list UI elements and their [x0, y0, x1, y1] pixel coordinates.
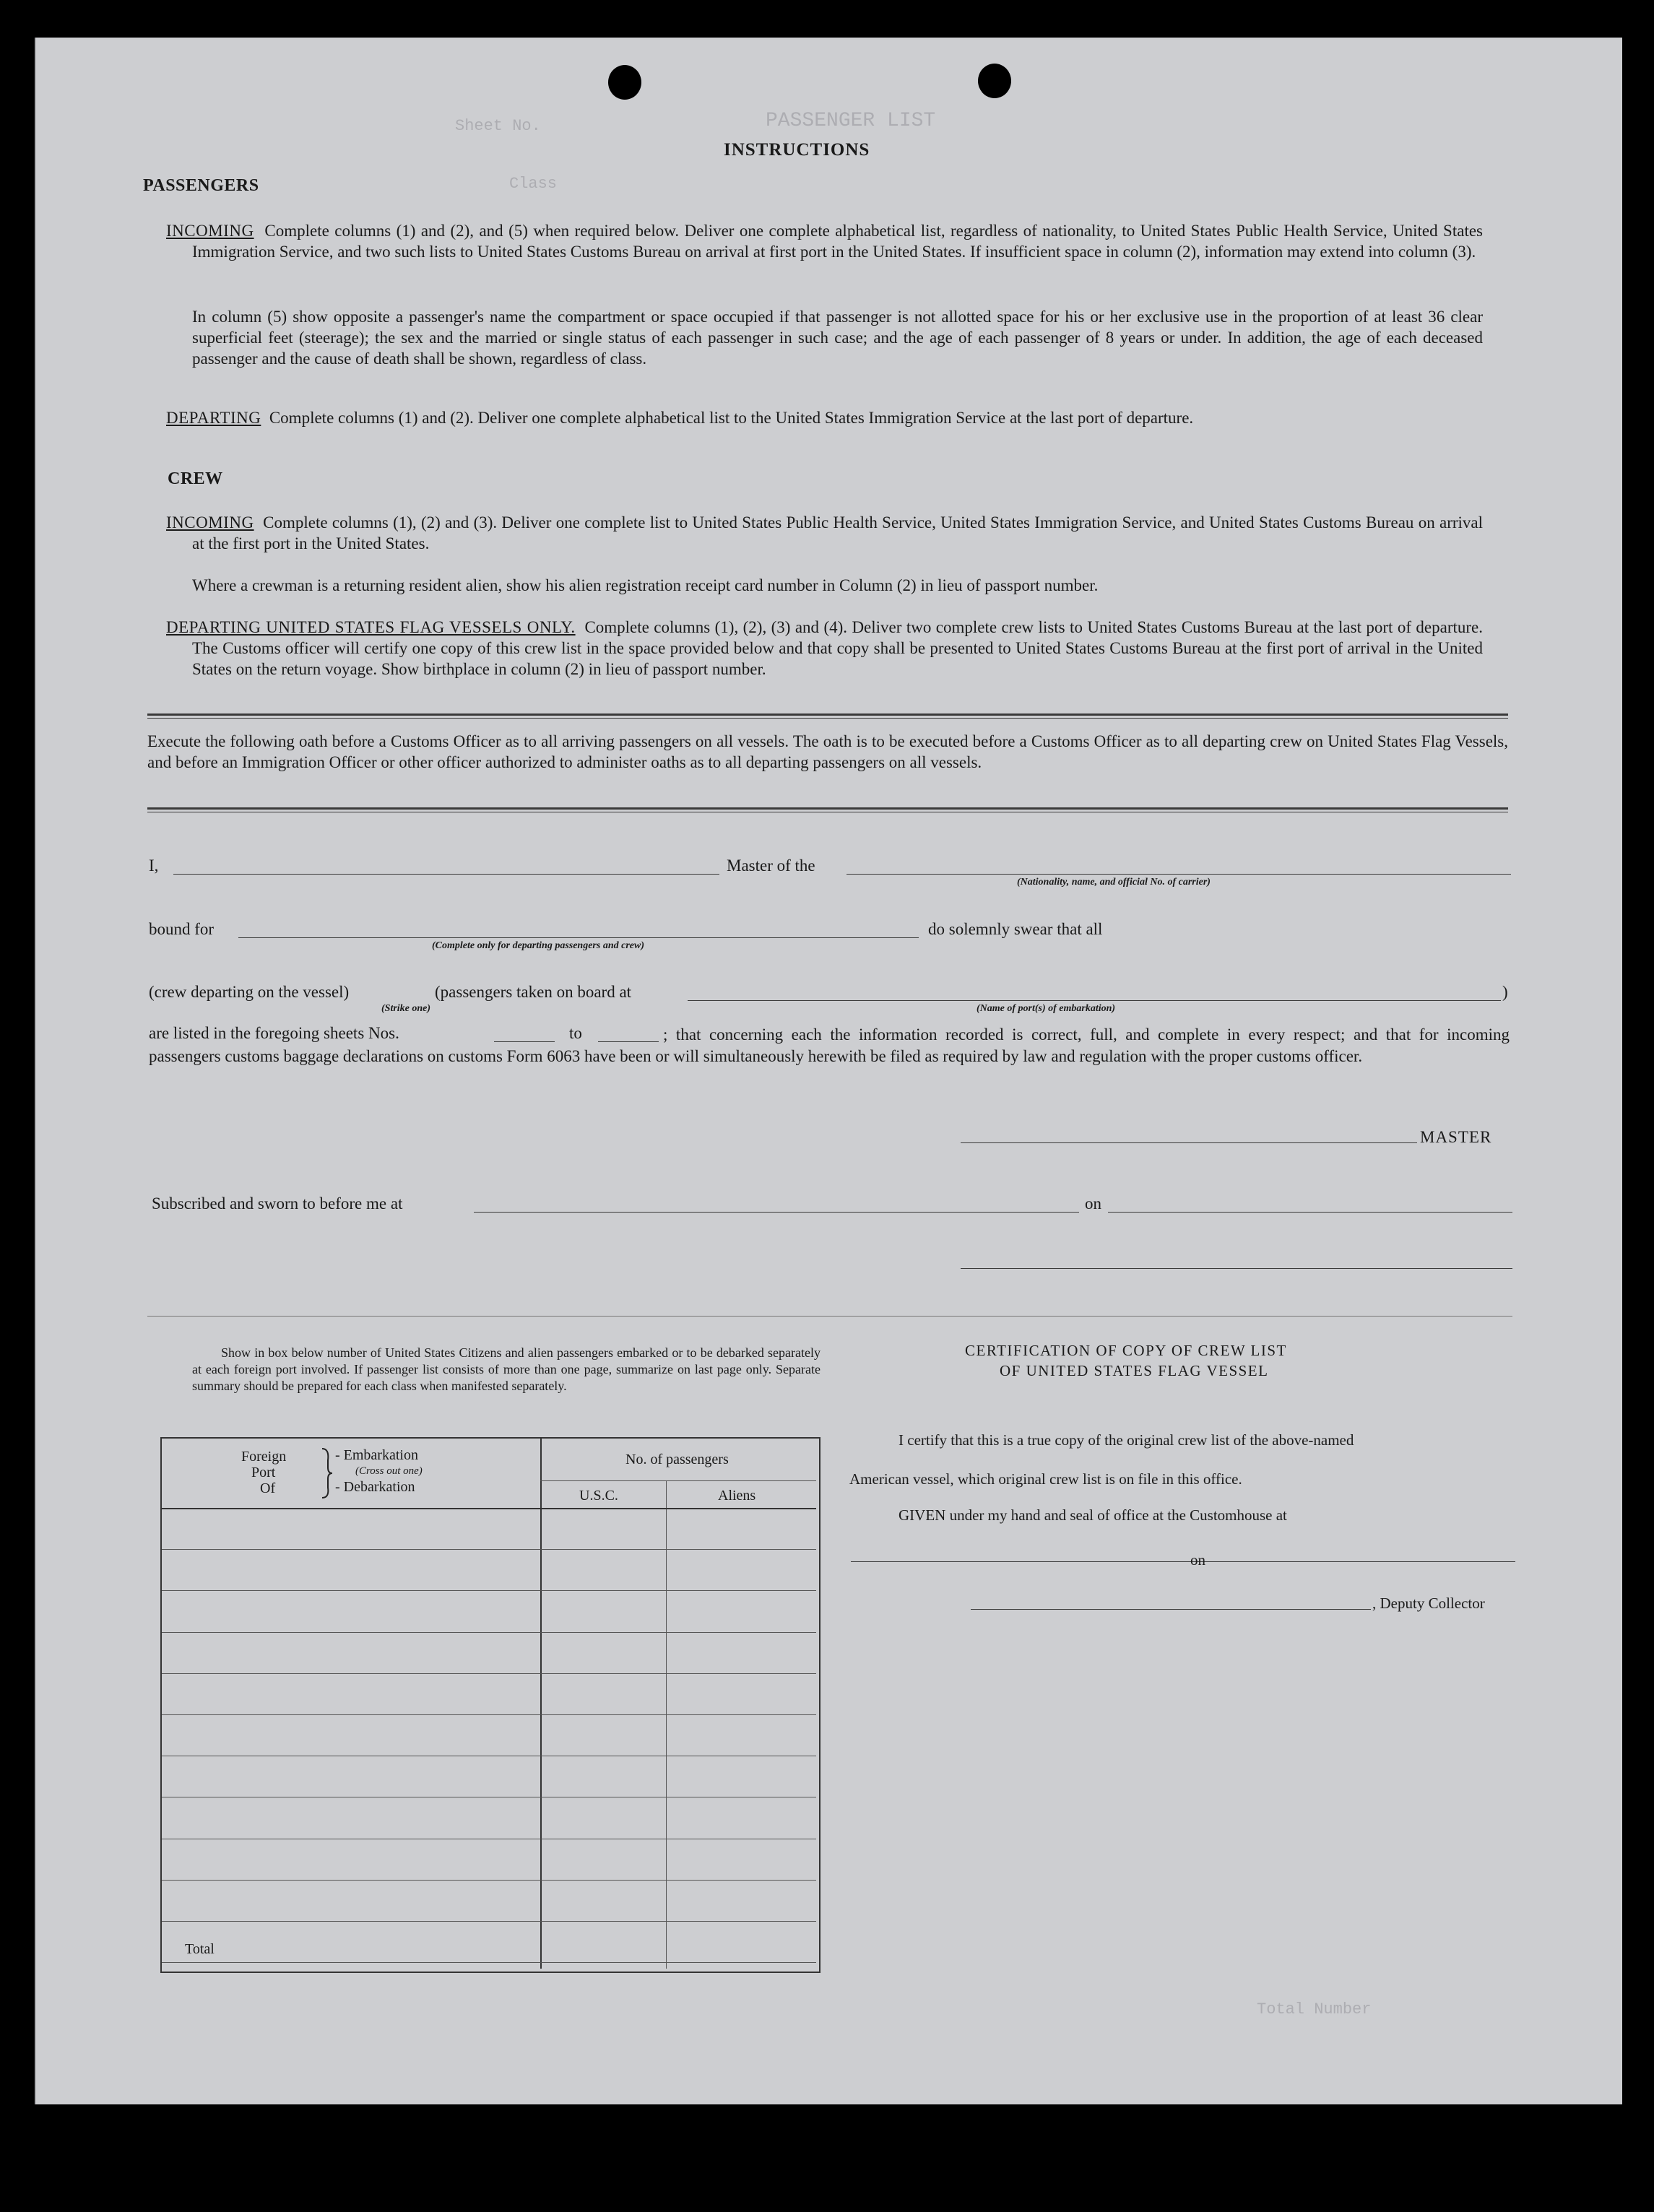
oath-intro: Execute the following oath before a Customs Officer as to all arriving passengers on all vessels. The oath is to be executed before a Customs Officer as to all departing crew on United States Flag Vessels, and before an Immigration Officer or other officer authorized to administer oaths as to all departing passengers on all vessels. [147, 732, 1508, 771]
ports-caption: (Name of port(s) of embarkation) [977, 1003, 1116, 1014]
carrier-caption: (Nationality, name, and official No. of carrier) [1017, 877, 1211, 888]
table-row [162, 1673, 816, 1674]
cert-place-line[interactable] [851, 1561, 1219, 1562]
certify-line-1: I certify that this is a true copy of the original crew list of the above-named [899, 1431, 1354, 1449]
col-divider-1 [540, 1439, 542, 1969]
crew-incoming-label: INCOMING [166, 513, 254, 532]
passengers-departing-text: Complete columns (1) and (2). Deliver one complete alphabetical list to the United States Immigration Service at the last port of departure. [269, 409, 1194, 427]
cross-out-one-caption: (Cross out one) [355, 1465, 423, 1477]
crew-departing-paragraph [166, 617, 1483, 680]
cert-date-line[interactable] [1208, 1561, 1515, 1562]
passengers-departing-label: DEPARTING [166, 409, 261, 427]
listed-to-label: to [569, 1024, 582, 1042]
crew-departing-text: Complete columns (1), (2), (3) and (4). Deliver two complete crew lists to United States Customs Bureau at the last port of departure. The Customs officer will certify one copy of this crew list in the space provided below and that copy shall be presented to United States Customs Bureau at the first port of arrival in the United States on the return voyage. Show birthplace in column (2) in lieu of passport number. [192, 618, 1484, 678]
crew-incoming-text: Complete columns (1), (2) and (3). Deliver one complete list to United States Public Health Service, United States Immigration Service, and United States Customs Bureau on arrival at the first port in the United States. [192, 513, 1484, 552]
table-row [162, 1590, 816, 1591]
debarkation-label: - Debarkation [335, 1479, 415, 1495]
show-through-title: PASSENGER LIST [766, 110, 936, 132]
instructions-title: INSTRUCTIONS [724, 140, 870, 160]
solemnly-swear-text: do solemnly swear that all [928, 920, 1103, 938]
show-through-class: Class [509, 175, 558, 193]
master-label: MASTER [1420, 1128, 1492, 1146]
form-page [35, 38, 1622, 2104]
ports-line[interactable] [688, 1000, 1501, 1001]
passengers-incoming-text: Complete columns (1) and (2), and (5) when required below. Deliver one complete alphabetical list, regardless of nationality, to United States Public Health Service, United States Immigration Service, and two such lists to United States Customs Bureau on arrival at first port in the United States. If insufficient space in column (2), information may extend into column (3). [192, 222, 1483, 261]
table-row [162, 1921, 816, 1922]
port-label: Port [251, 1465, 276, 1480]
header-subdivider [540, 1480, 816, 1481]
certification-title-1: CERTIFICATION OF COPY OF CREW LIST [965, 1342, 1287, 1359]
certify-line-2: American vessel, which original crew list is on file in this office. [849, 1470, 1242, 1488]
master-signature-line[interactable] [961, 1142, 1417, 1143]
bound-for-label: bound for [149, 920, 215, 938]
master-name-line[interactable] [173, 874, 719, 875]
no-of-passengers-header: No. of passengers [625, 1452, 729, 1467]
brace-icon [319, 1447, 334, 1499]
crew-alien-paragraph: Where a crewman is a returning resident alien, show his alien registration receipt card number in Column (2) in lieu of passport number. [192, 576, 1099, 594]
divider-lower [147, 807, 1508, 812]
passengers-heading: PASSENGERS [143, 176, 259, 195]
table-row [162, 1880, 816, 1881]
deputy-collector-label: , Deputy Collector [1372, 1595, 1485, 1612]
passengers-taken-option: (passengers taken on board at [435, 983, 632, 1001]
table-row [162, 1714, 816, 1715]
aliens-column-header: Aliens [718, 1488, 756, 1504]
divider-upper [147, 714, 1508, 719]
subscribed-on-label: on [1085, 1194, 1101, 1213]
given-line: GIVEN under my hand and seal of office at the Customhouse at [899, 1506, 1287, 1524]
col-divider-2 [666, 1480, 667, 1969]
passenger-summary-table [160, 1437, 820, 1973]
crew-incoming-paragraph [166, 512, 1483, 554]
cert-on-label: on [1190, 1551, 1205, 1569]
passengers-departing-paragraph [166, 407, 1483, 428]
bound-for-line[interactable] [238, 937, 919, 938]
carrier-line[interactable] [847, 874, 1511, 875]
passengers-incoming-paragraph [166, 220, 1483, 262]
certification-title-2: OF UNITED STATES FLAG VESSEL [1000, 1362, 1269, 1379]
bound-for-caption: (Complete only for departing passengers and crew) [432, 940, 644, 951]
show-through-sheet: Sheet No. [455, 117, 541, 135]
listed-text-b: ; that concerning each the information recorded is correct, full, and complete in every respect; and that for incoming passengers customs baggage declarations on customs Form 6063 have been or will simultaneously herewith be filed as required by law and regulation with the proper customs officer. [149, 1025, 1510, 1065]
table-row [162, 1508, 816, 1509]
close-paren: ) [1502, 983, 1508, 1001]
summary-instructions: Show in box below number of United States Citizens and alien passengers embarked or to be debarked separately at each foreign port involved. If passenger list consists of more than one page, summarize on last page only. Separate summary should be prepared for each class when manifested separately. [192, 1345, 820, 1393]
listed-text-a: are listed in the foregoing sheets Nos. [149, 1024, 399, 1042]
total-label: Total [185, 1941, 215, 1957]
divider-summary [147, 1316, 1512, 1317]
table-row [162, 1962, 816, 1963]
crew-departing-option: (crew departing on the vessel) [149, 983, 350, 1001]
subscribed-place-line[interactable] [474, 1212, 1079, 1213]
crew-heading: CREW [168, 469, 223, 488]
foreign-label: Foreign [241, 1449, 287, 1465]
subscribed-label: Subscribed and sworn to before me at [152, 1194, 403, 1213]
officer-signature-line[interactable] [961, 1268, 1512, 1269]
passengers-column5-paragraph: In column (5) show opposite a passenger's name the compartment or space occupied if that passenger is not allotted space for his or her exclusive use in the proportion of at least 36 clear superficial feet (steerage); the sex and the married or single status of each passenger in such case; and the age of each passenger of 8 years or under. In addition, the age of each deceased passenger and the cause of death shall be shown, regardless of class. [192, 308, 1483, 368]
punch-hole-right [978, 64, 1011, 98]
passengers-incoming-label: INCOMING [166, 222, 254, 240]
subscribed-date-line[interactable] [1108, 1212, 1512, 1213]
usc-column-header: U.S.C. [579, 1488, 618, 1504]
of-label: Of [260, 1480, 276, 1496]
crew-departing-label: DEPARTING UNITED STATES FLAG VESSELS ONLY. [166, 618, 576, 636]
master-of-the-label: Master of the [727, 856, 815, 875]
table-row [162, 1549, 816, 1550]
deputy-signature-line[interactable] [971, 1609, 1371, 1610]
strike-one-caption: (Strike one) [381, 1003, 431, 1014]
oath-i-label: I, [149, 856, 159, 875]
punch-hole-left [608, 65, 641, 100]
show-through-total: Total Number [1257, 2000, 1372, 2018]
embarkation-label: - Embarkation [335, 1447, 418, 1463]
table-row [162, 1632, 816, 1633]
